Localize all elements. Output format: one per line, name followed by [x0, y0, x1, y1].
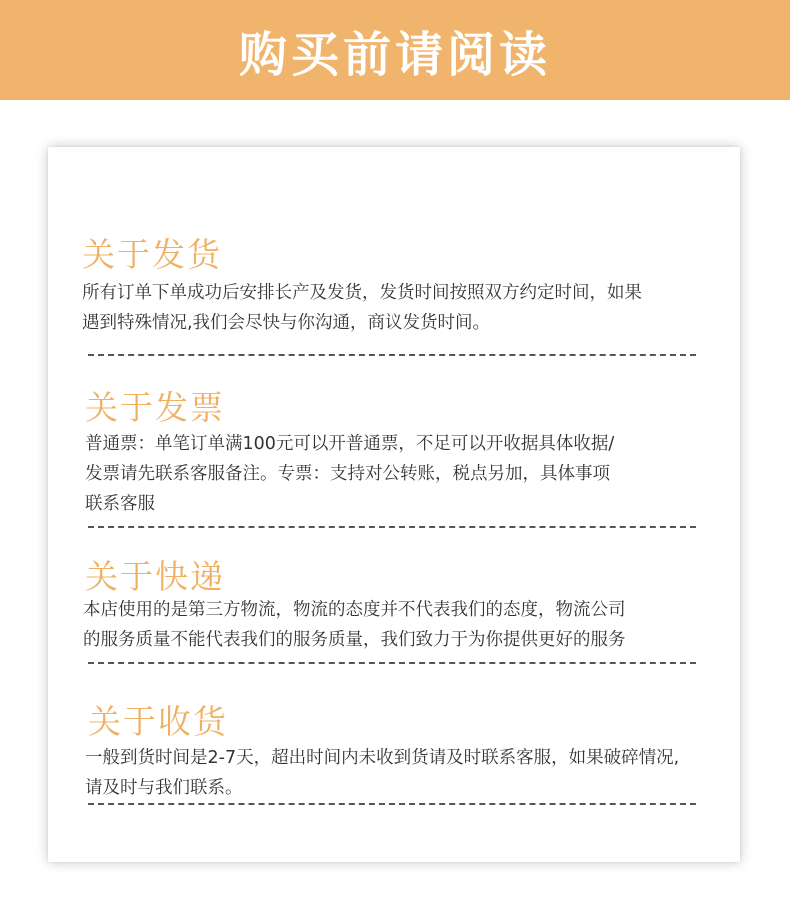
section-title-delivery: 关于快递: [85, 557, 225, 596]
dashed-divider: [88, 526, 696, 528]
section-body-shipping: [82, 278, 642, 338]
section-title-shipping: 关于发货: [82, 235, 222, 274]
dashed-divider: [88, 803, 696, 805]
dashed-divider: [88, 662, 696, 664]
section-text-line: 本店使用的是第三方物流，物流的态度并不代表我们的态度，物流公司: [83, 600, 626, 620]
section-text-line: 所有订单下单成功后安排长产及发货，发货时间按照双方约定时间，如果: [82, 283, 642, 303]
section-title-receipt: 关于收货: [88, 702, 228, 741]
notice-card: [48, 147, 740, 862]
section-text-line: 发票请先联系客服备注。专票：支持对公转账，税点另加，具体事项: [85, 464, 610, 484]
header-banner: [0, 0, 790, 100]
section-text-line: 普通票：单笔订单满100元可以开普通票，不足可以开收据具体收据/: [85, 434, 615, 454]
section-text-line: 的服务质量不能代表我们的服务质量，我们致力于为你提供更好的服务: [83, 630, 626, 650]
page-title: 购买前请阅读: [238, 26, 551, 83]
section-title-invoice: 关于发票: [85, 388, 225, 427]
dashed-divider: [88, 354, 696, 356]
section-text-line: 一般到货时间是2-7天，超出时间内未收到货请及时联系客服，如果破碎情况,: [85, 748, 680, 768]
section-text-line: 联系客服: [85, 494, 155, 514]
section-text-line: 请及时与我们联系。: [85, 778, 243, 798]
section-body-delivery: [83, 595, 626, 655]
section-body-invoice: [85, 429, 614, 519]
section-text-line: 遇到特殊情况,我们会尽快与你沟通，商议发货时间。: [82, 313, 491, 333]
section-body-receipt: [85, 743, 679, 803]
